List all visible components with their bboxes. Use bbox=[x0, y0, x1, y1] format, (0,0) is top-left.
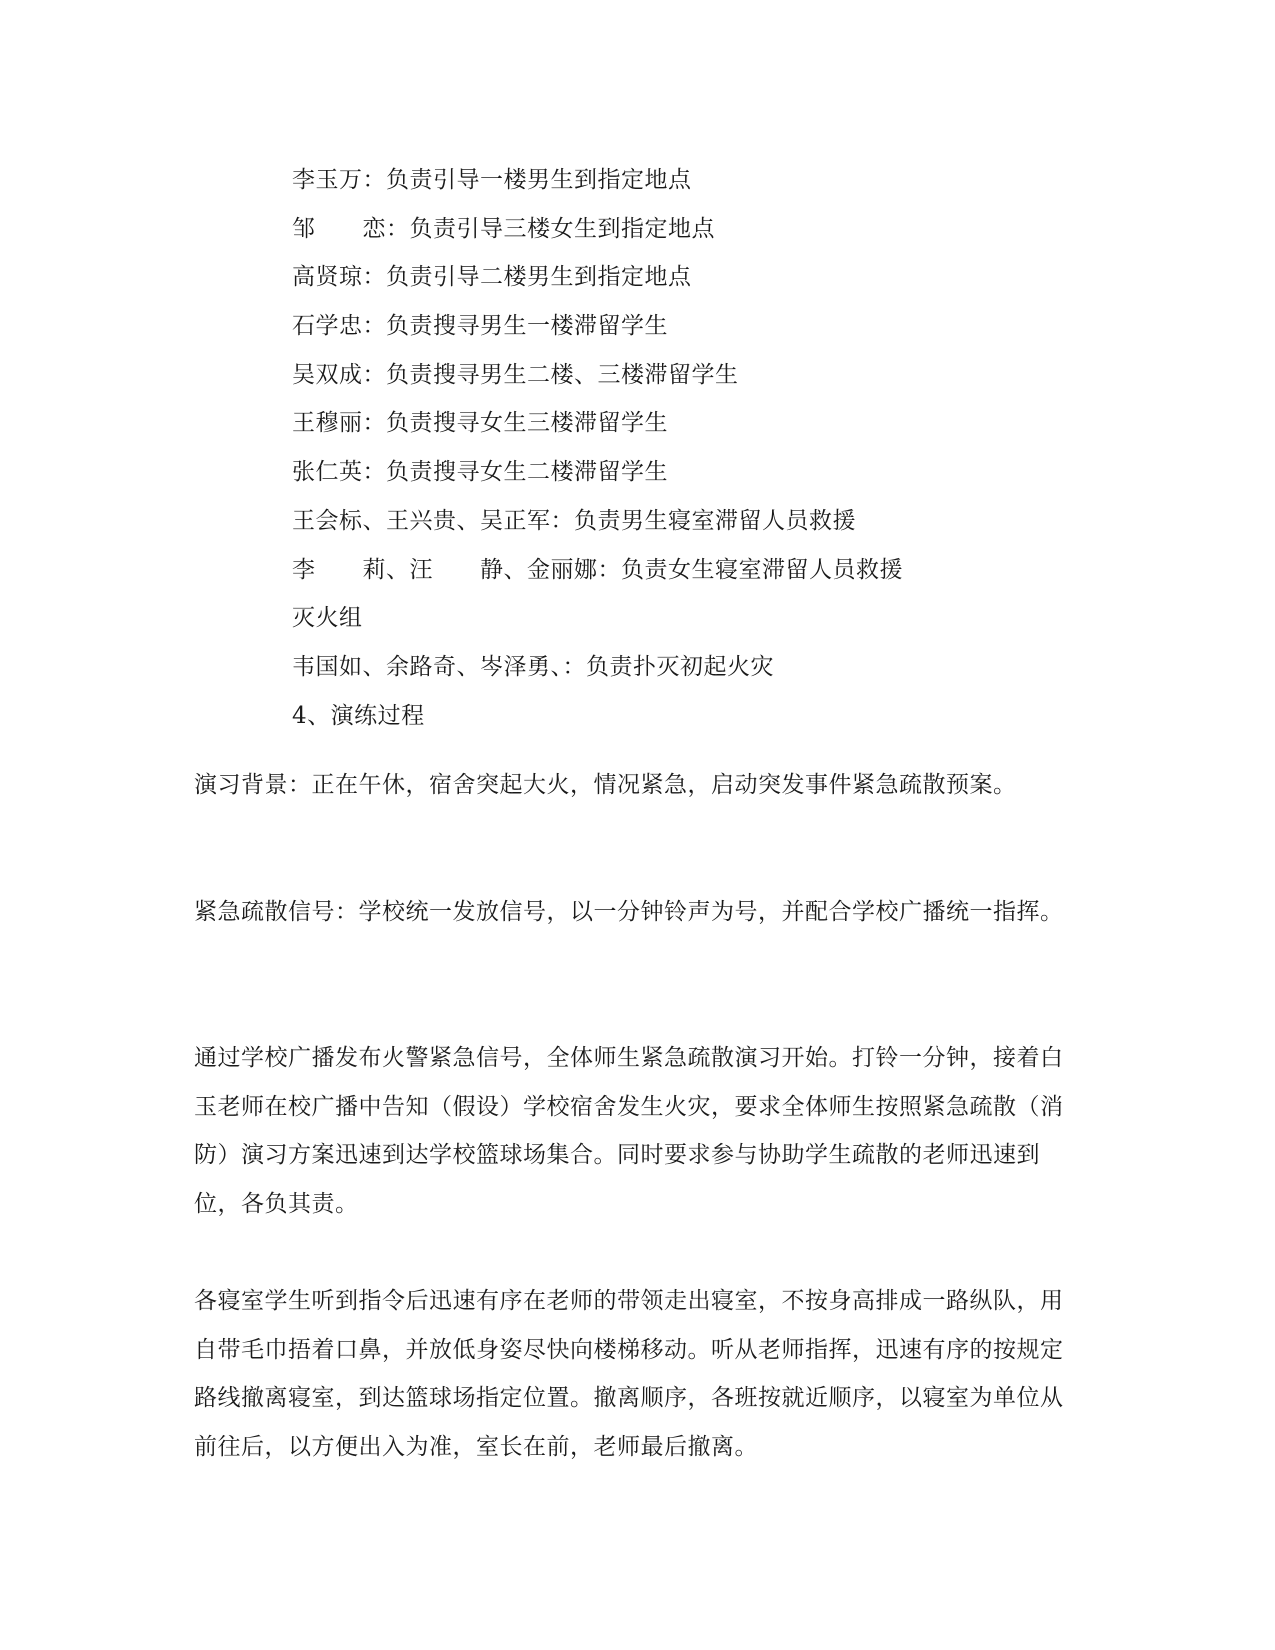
paragraph-text: 通过学校广播发布火警紧急信号，全体师生紧急疏散演习开始。打铃一分钟，接着白玉老师在校广播中告知（假设）学校宿舍发生火灾，要求全体师生按照紧急疏散（消防）演习方案迅速到达学校篮球场集合。同时要求参与协助学生疏散的老师迅速到位，各负其责。 bbox=[194, 1045, 1064, 1217]
paragraph-broadcast bbox=[194, 1034, 1076, 1228]
assignment-line: 吴双成：负责搜寻男生二楼、三楼滞留学生 bbox=[292, 361, 739, 388]
section-heading-fire-team: 灭火组 bbox=[292, 605, 363, 632]
assignment-list bbox=[292, 160, 1092, 744]
assignment-line: 李 莉、汪 静、金丽娜：负责女生寝室滞留人员救援 bbox=[292, 556, 903, 583]
assignment-line: 石学忠：负责搜寻男生一楼滞留学生 bbox=[292, 313, 668, 340]
assignment-line: 邹 恋：负责引导三楼女生到指定地点 bbox=[292, 215, 715, 242]
paragraph-text: 紧急疏散信号：学校统一发放信号，以一分钟铃声为号，并配合学校广播统一指挥。 bbox=[194, 899, 1064, 925]
assignment-line: 高贤琼：负责引导二楼男生到指定地点 bbox=[292, 264, 692, 291]
assignment-line: 张仁英：负责搜寻女生二楼滞留学生 bbox=[292, 459, 668, 486]
paragraph-text: 演习背景：正在午休，宿舍突起大火，情况紧急，启动突发事件紧急疏散预案。 bbox=[194, 772, 1017, 798]
paragraph-evacuation-signal bbox=[194, 888, 1076, 937]
assignment-line: 王会标、王兴贵、吴正军：负责男生寝室滞留人员救援 bbox=[292, 507, 856, 534]
paragraph-drill-background bbox=[194, 761, 1076, 810]
assignment-line: 韦国如、余路奇、岑泽勇、：负责扑灭初起火灾 bbox=[292, 653, 774, 680]
paragraph-text: 各寝室学生听到指令后迅速有序在老师的带领走出寝室，不按身高排成一路纵队，用自带毛巾捂着口鼻，并放低身姿尽快向楼梯移动。听从老师指挥，迅速有序的按规定路线撤离寝室，到达篮球场指定位置。撤离顺序，各班按就近顺序，以寝室为单位从前往后，以方便出入为准，室长在前，老师最后撤离。 bbox=[194, 1288, 1064, 1460]
assignment-line: 李玉万：负责引导一楼男生到指定地点 bbox=[292, 167, 692, 193]
assignment-line: 王穆丽：负责搜寻女生三楼滞留学生 bbox=[292, 410, 668, 437]
paragraph-evacuation-procedure bbox=[194, 1277, 1076, 1471]
section-heading-drill-process: 4、演练过程 bbox=[292, 702, 425, 729]
